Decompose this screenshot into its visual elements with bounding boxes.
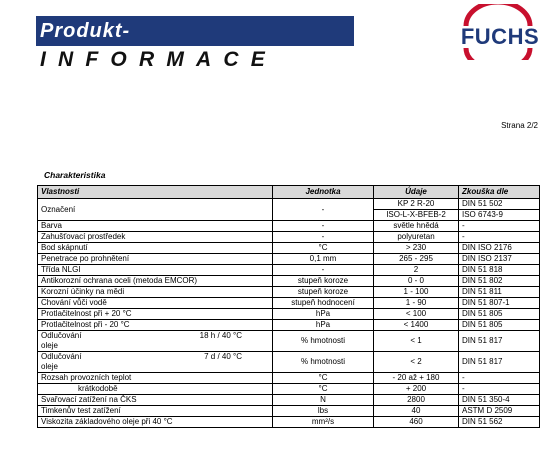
property-cell: Protlačitelnost při - 20 °C	[38, 320, 273, 331]
standard-cell: ISO 6743-9	[459, 210, 540, 221]
property-cell: Antikorozní ochrana oceli (metoda EMCOR)	[38, 276, 273, 287]
standard-cell: DIN 51 562	[459, 417, 540, 428]
page-number: Strana 2/2	[501, 121, 538, 130]
table-row	[38, 276, 540, 287]
property-label: Odlučování	[41, 331, 82, 340]
standard-cell: DIN ISO 2176	[459, 243, 540, 254]
unit-cell: hPa	[273, 309, 374, 320]
unit-cell: -	[273, 221, 374, 232]
standard-cell: -	[459, 384, 540, 395]
value-cell: 460	[374, 417, 459, 428]
table-row	[38, 309, 540, 320]
value-cell: světle hnědá	[374, 221, 459, 232]
value-cell: 2	[374, 265, 459, 276]
property-cell: krátkodobě	[38, 384, 273, 395]
property-label-cont: oleje	[41, 362, 58, 371]
unit-cell: N	[273, 395, 374, 406]
column-header: Jednotka	[273, 186, 374, 199]
value-cell: < 1	[374, 331, 459, 352]
standard-cell: -	[459, 373, 540, 384]
property-label: Odlučování	[41, 352, 82, 361]
standard-cell: DIN ISO 2137	[459, 254, 540, 265]
value-cell: + 200	[374, 384, 459, 395]
unit-cell: % hmotnosti	[273, 352, 374, 373]
table-row	[38, 417, 540, 428]
value-cell: polyuretan	[374, 232, 459, 243]
standard-cell: DIN 51 502	[459, 199, 540, 210]
value-cell: KP 2 R-20	[374, 199, 459, 210]
value-cell: ISO-L-X-BFEB-2	[374, 210, 459, 221]
unit-cell: mm²/s	[273, 417, 374, 428]
unit-cell: °C	[273, 373, 374, 384]
table-row	[38, 298, 540, 309]
unit-cell: stupeň koroze	[273, 287, 374, 298]
table-row	[38, 352, 540, 373]
standard-cell: DIN 51 805	[459, 320, 540, 331]
value-cell: < 2	[374, 352, 459, 373]
property-cell: Barva	[38, 221, 273, 232]
column-header: Zkouška dle	[459, 186, 540, 199]
table-row	[38, 406, 540, 417]
property-condition: 18 h / 40 °C	[199, 331, 242, 340]
table-row	[38, 243, 540, 254]
unit-cell: % hmotnosti	[273, 331, 374, 352]
characteristics-table	[37, 185, 540, 428]
property-cell: Zahušťovací prostředek	[38, 232, 273, 243]
value-cell: 2800	[374, 395, 459, 406]
value-cell: 0 - 0	[374, 276, 459, 287]
unit-cell: -	[273, 199, 374, 221]
property-cell: Protlačitelnost při + 20 °C	[38, 309, 273, 320]
property-cell: Třída NLGI	[38, 265, 273, 276]
unit-cell: °C	[273, 243, 374, 254]
standard-cell: DIN 51 807-1	[459, 298, 540, 309]
document-subtitle: INFORMACE	[40, 48, 277, 71]
unit-cell: °C	[273, 384, 374, 395]
logo-text: FUCHS	[460, 24, 540, 49]
unit-cell: 0,1 mm	[273, 254, 374, 265]
value-cell: < 1400	[374, 320, 459, 331]
section-title: Charakteristika	[44, 170, 106, 180]
table-row	[38, 287, 540, 298]
property-cell: Označení	[38, 199, 273, 221]
property-cell: Svařovací zatížení na ČKS	[38, 395, 273, 406]
property-cell: Bod skápnutí	[38, 243, 273, 254]
standard-cell: DIN 51 805	[459, 309, 540, 320]
table-row	[38, 221, 540, 232]
table-header-row	[38, 186, 540, 199]
value-cell: > 230	[374, 243, 459, 254]
standard-cell: -	[459, 221, 540, 232]
standard-cell: DIN 51 817	[459, 352, 540, 373]
unit-cell: stupeň hodnocení	[273, 298, 374, 309]
standard-cell: DIN 51 350-4	[459, 395, 540, 406]
unit-cell: -	[273, 265, 374, 276]
property-cell: Korozní účinky na mědi	[38, 287, 273, 298]
table-row	[38, 254, 540, 265]
standard-cell: DIN 51 817	[459, 331, 540, 352]
property-cell: Viskozita základového oleje při 40 °C	[38, 417, 273, 428]
table-row	[38, 373, 540, 384]
property-condition: 7 d / 40 °C	[204, 352, 242, 361]
value-cell: - 20 až + 180	[374, 373, 459, 384]
value-cell: 40	[374, 406, 459, 417]
standard-cell: -	[459, 232, 540, 243]
table-row	[38, 199, 540, 210]
document-title: Produkt-	[40, 20, 131, 42]
property-cell	[38, 331, 273, 352]
value-cell: < 100	[374, 309, 459, 320]
standard-cell: DIN 51 802	[459, 276, 540, 287]
value-cell: 1 - 100	[374, 287, 459, 298]
unit-cell: -	[273, 232, 374, 243]
table-row	[38, 331, 540, 352]
value-cell: 1 - 90	[374, 298, 459, 309]
table-row	[38, 384, 540, 395]
standard-cell: DIN 51 811	[459, 287, 540, 298]
property-cell: Penetrace po prohnětení	[38, 254, 273, 265]
table-row	[38, 265, 540, 276]
column-header: Vlastnosti	[38, 186, 273, 199]
property-cell: Chování vůči vodě	[38, 298, 273, 309]
unit-cell: lbs	[273, 406, 374, 417]
property-cell	[38, 352, 273, 373]
property-label-cont: oleje	[41, 341, 58, 350]
table-row	[38, 232, 540, 243]
unit-cell: stupeň koroze	[273, 276, 374, 287]
standard-cell: ASTM D 2509	[459, 406, 540, 417]
table-row	[38, 395, 540, 406]
unit-cell: hPa	[273, 320, 374, 331]
column-header: Údaje	[374, 186, 459, 199]
property-cell: Rozsah provozních teplot	[38, 373, 273, 384]
table-row	[38, 320, 540, 331]
standard-cell: DIN 51 818	[459, 265, 540, 276]
value-cell: 265 - 295	[374, 254, 459, 265]
property-cell: Timkenův test zatížení	[38, 406, 273, 417]
